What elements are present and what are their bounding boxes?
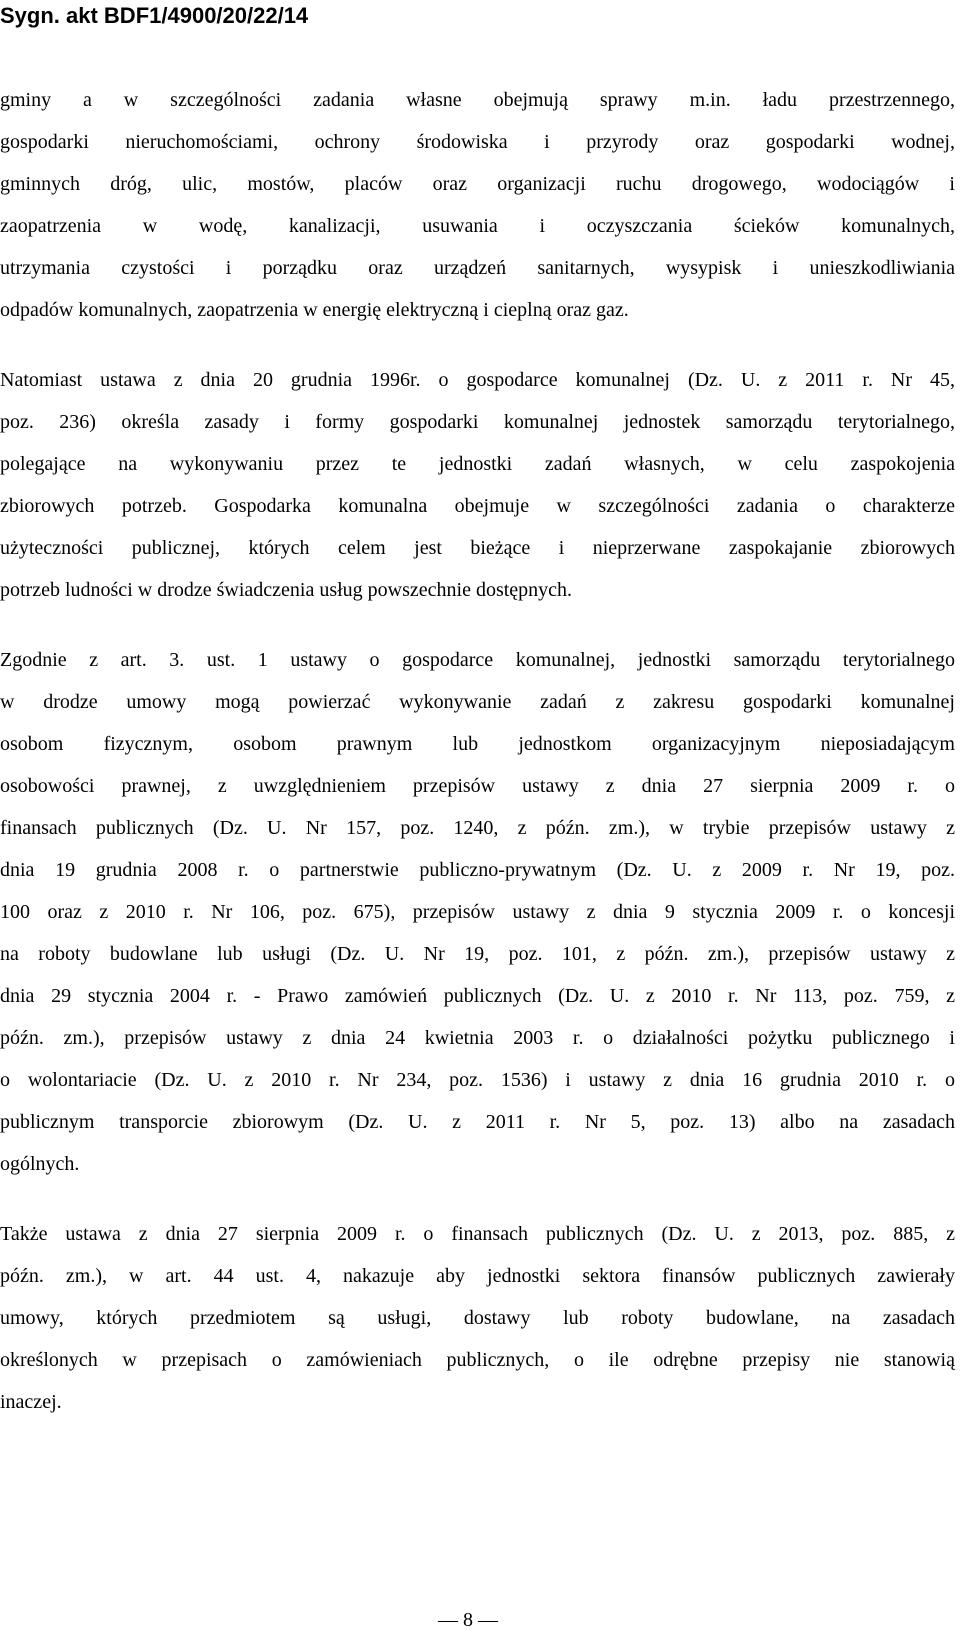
- paragraph-spacer: [0, 331, 955, 359]
- text-line: późn. zm.), przepisów ustawy z dnia 24 kwietnia 2003 r. o działalności pożytku publicznego i: [0, 1027, 955, 1049]
- text-line: publicznym transporcie zbiorowym (Dz. U. z 2011 r. Nr 5, poz. 13) albo na zasadach: [0, 1111, 955, 1133]
- text-line: gospodarki nieruchomościami, ochrony środowiska i przyrody oraz gospodarki wodnej,: [0, 131, 955, 153]
- text-line: polegające na wykonywaniu przez te jednostki zadań własnych, w celu zaspokojenia: [0, 453, 955, 475]
- text-line: finansach publicznych (Dz. U. Nr 157, poz. 1240, z późn. zm.), w trybie przepisów ustawy z: [0, 817, 955, 839]
- paragraph-municipal-economy-act: [0, 359, 955, 611]
- text-line: poz. 236) określa zasady i formy gospodarki komunalnej jednostek samorządu terytorialnego,: [0, 411, 955, 433]
- text-line: osobom fizycznym, osobom prawnym lub jednostkom organizacyjnym nieposiadającym: [0, 733, 955, 755]
- paragraph-spacer: [0, 1185, 955, 1213]
- text-line: 100 oraz z 2010 r. Nr 106, poz. 675), przepisów ustawy z dnia 9 stycznia 2009 r. o koncesji: [0, 901, 955, 923]
- text-line: gminnych dróg, ulic, mostów, placów oraz organizacji ruchu drogowego, wodociągów i: [0, 173, 955, 195]
- text-line: na roboty budowlane lub usługi (Dz. U. Nr 19, poz. 101, z późn. zm.), przepisów ustawy z: [0, 943, 955, 965]
- paragraph-spacer: [0, 611, 955, 639]
- text-line: w drodze umowy mogą powierzać wykonywanie zadań z zakresu gospodarki komunalnej: [0, 691, 955, 713]
- text-line: Natomiast ustawa z dnia 20 grudnia 1996r. o gospodarce komunalnej (Dz. U. z 2011 r. Nr 45,: [0, 369, 955, 391]
- document-body: [0, 79, 955, 1423]
- text-line: o wolontariacie (Dz. U. z 2010 r. Nr 234, poz. 1536) i ustawy z dnia 16 grudnia 2010 r. o: [0, 1069, 955, 1091]
- paragraph-article-3: [0, 639, 955, 1185]
- text-line: utrzymania czystości i porządku oraz urządzeń sanitarnych, wysypisk i unieszkodliwiania: [0, 257, 955, 279]
- text-line: późn. zm.), w art. 44 ust. 4, nakazuje aby jednostki sektora finansów publicznych zawierały: [0, 1265, 955, 1287]
- text-line: odpadów komunalnych, zaopatrzenia w energię elektryczną i cieplną oraz gaz.: [0, 299, 629, 321]
- text-line: Zgodnie z art. 3. ust. 1 ustawy o gospodarce komunalnej, jednostki samorządu terytorialnego: [0, 649, 955, 671]
- text-line: użyteczności publicznej, których celem jest bieżące i nieprzerwane zaspokajanie zbiorowych: [0, 537, 955, 559]
- paragraph-public-finance-act: [0, 1213, 955, 1423]
- text-line: dnia 29 stycznia 2004 r. - Prawo zamówień publicznych (Dz. U. z 2010 r. Nr 113, poz. 759, z: [0, 985, 955, 1007]
- text-line: gminy a w szczególności zadania własne obejmują sprawy m.in. ładu przestrzennego,: [0, 89, 955, 111]
- paragraph-gmina-tasks: [0, 79, 955, 331]
- text-line: osobowości prawnej, z uwzględnieniem przepisów ustawy z dnia 27 sierpnia 2009 r. o: [0, 775, 955, 797]
- text-line: ogólnych.: [0, 1153, 80, 1175]
- text-line: zbiorowych potrzeb. Gospodarka komunalna obejmuje w szczególności zadania o charakterze: [0, 495, 955, 517]
- text-line: określonych w przepisach o zamówieniach publicznych, o ile odrębne przepisy nie stanowią: [0, 1349, 955, 1371]
- text-line: potrzeb ludności w drodze świadczenia usług powszechnie dostępnych.: [0, 579, 573, 601]
- case-signature: Sygn. akt BDF1/4900/20/22/14: [0, 3, 309, 28]
- text-line: inaczej.: [0, 1391, 62, 1413]
- text-line: umowy, których przedmiotem są usługi, dostawy lub roboty budowlane, na zasadach: [0, 1307, 955, 1329]
- text-line: dnia 19 grudnia 2008 r. o partnerstwie publiczno-prywatnym (Dz. U. z 2009 r. Nr 19, poz.: [0, 859, 955, 881]
- text-line: zaopatrzenia w wodę, kanalizacji, usuwania i oczyszczania ścieków komunalnych,: [0, 215, 955, 237]
- text-line: Także ustawa z dnia 27 sierpnia 2009 r. o finansach publicznych (Dz. U. z 2013, poz. 885, z: [0, 1223, 955, 1245]
- page-number: — 8 —: [438, 1609, 498, 1631]
